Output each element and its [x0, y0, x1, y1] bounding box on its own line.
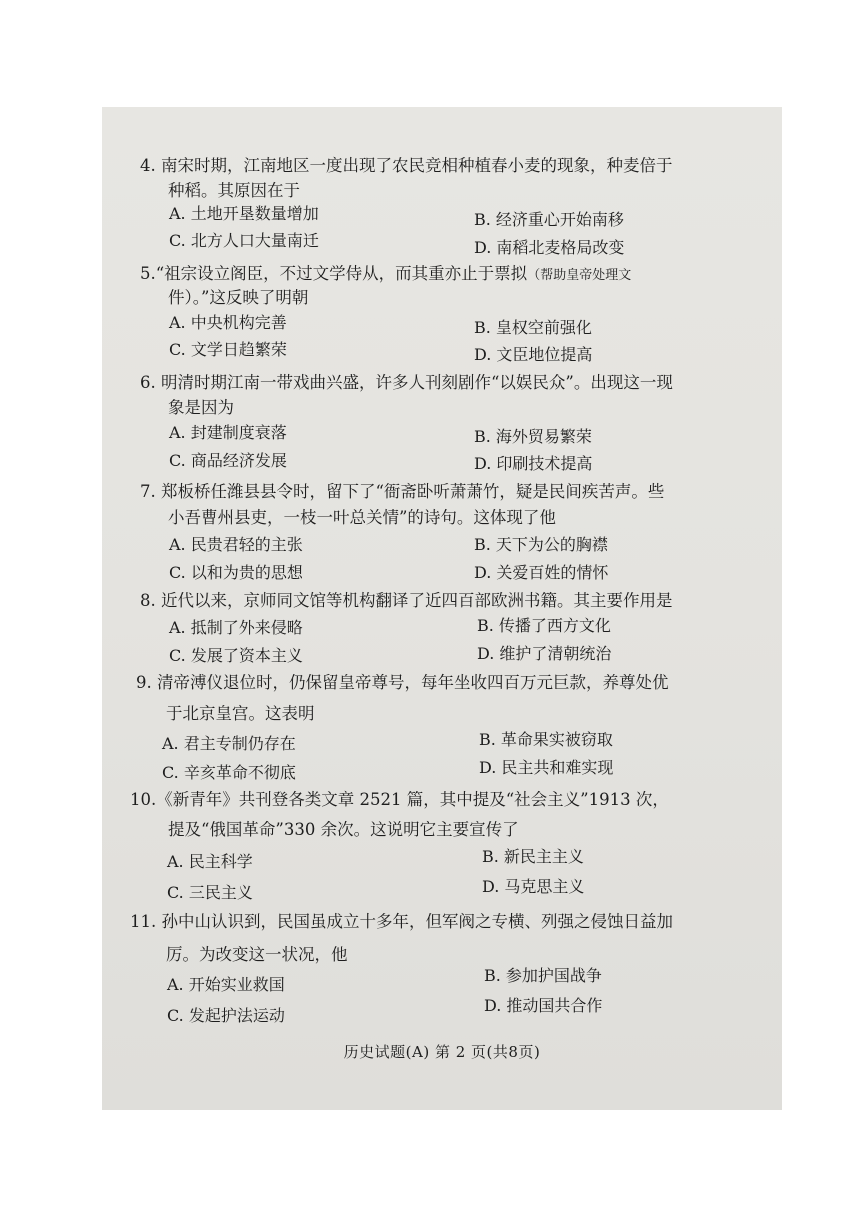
question-6-option-d: D. 印刷技术提高	[474, 454, 593, 473]
question-10-option-d: D. 马克思主义	[482, 877, 585, 896]
question-11-option-a: A. 开始实业救国	[167, 975, 285, 994]
question-5-stem-note: （帮助皇帝处理文	[527, 268, 632, 283]
question-8-option-a: A. 抵制了外来侵略	[169, 618, 303, 637]
question-7-option-c: C. 以和为贵的思想	[169, 563, 303, 582]
question-7-option-a: A. 民贵君轻的主张	[169, 535, 303, 554]
question-5-stem-line2: 件）。”这反映了明朝	[168, 288, 309, 307]
question-10-stem-line1: 10.《新青年》共刊登各类文章 2521 篇，其中提及“社会主义”1913 次，	[130, 790, 669, 809]
page-footer: 历史试题(A) 第 2 页(共8页)	[343, 1043, 541, 1061]
question-10-stem-line2: 提及“俄国革命”330 余次。这说明它主要宣传了	[168, 820, 519, 839]
question-7-stem-line2: 小吾曹州县吏，一枝一叶总关情”的诗句。这体现了他	[168, 508, 556, 527]
question-7-option-d: D. 关爱百姓的情怀	[474, 563, 609, 582]
question-10-option-b: B. 新民主主义	[482, 847, 584, 866]
question-9-stem-line1: 9. 清帝溥仪退位时，仍保留皇帝尊号，每年坐收四百万元巨款，养尊处优	[136, 673, 669, 692]
question-9-option-d: D. 民主共和难实现	[479, 758, 614, 777]
question-5-option-c: C. 文学日趋繁荣	[169, 340, 287, 359]
question-6-option-c: C. 商品经济发展	[169, 451, 287, 470]
exam-page	[102, 107, 782, 1110]
question-11-option-b: B. 参加护国战争	[484, 966, 602, 985]
question-5-option-a: A. 中央机构完善	[169, 313, 287, 332]
question-8-option-c: C. 发展了资本主义	[169, 646, 303, 665]
question-11-option-d: D. 推动国共合作	[484, 996, 603, 1015]
question-6-stem-line1: 6. 明清时期江南一带戏曲兴盛，许多人刊刻剧作“以娱民众”。出现这一现	[140, 373, 673, 392]
question-9-option-c: C. 辛亥革命不彻底	[162, 763, 296, 782]
question-6-stem-line2: 象是因为	[168, 398, 234, 417]
question-8-option-b: B. 传播了西方文化	[477, 616, 611, 635]
question-9-option-b: B. 革命果实被窃取	[479, 730, 613, 749]
question-6-option-b: B. 海外贸易繁荣	[474, 427, 592, 446]
question-4-option-a: A. 土地开垦数量增加	[169, 204, 319, 223]
question-10-option-a: A. 民主科学	[167, 852, 253, 871]
question-9-stem-line2: 于北京皇宫。这表明	[166, 704, 315, 723]
question-11-option-c: C. 发起护法运动	[167, 1006, 285, 1025]
question-11-stem-line1: 11. 孙中山认识到，民国虽成立十多年，但军阀之专横、列强之侵蚀日益加	[130, 912, 673, 931]
question-4-stem-line2: 种稻。其原因在于	[168, 181, 300, 200]
question-7-stem-line1: 7. 郑板桥任潍县县令时，留下了“衙斋卧听萧萧竹，疑是民间疾苦声。些	[140, 482, 665, 501]
question-11-stem-line2: 厉。为改变这一状况，他	[166, 945, 348, 964]
question-7-option-b: B. 天下为公的胸襟	[474, 535, 608, 554]
question-8-stem-line1: 8. 近代以来，京师同文馆等机构翻译了近四百部欧洲书籍。其主要作用是	[140, 591, 673, 610]
question-9-option-a: A. 君主专制仍存在	[162, 734, 296, 753]
question-8-option-d: D. 维护了清朝统治	[477, 644, 612, 663]
question-6-option-a: A. 封建制度衰落	[169, 423, 287, 442]
question-4-stem-line1: 4. 南宋时期，江南地区一度出现了农民竞相种植春小麦的现象，种麦倍于	[140, 156, 673, 175]
question-10-option-c: C. 三民主义	[167, 883, 253, 902]
question-5-option-b: B. 皇权空前强化	[474, 318, 592, 337]
question-4-option-d: D. 南稻北麦格局改变	[474, 238, 625, 257]
question-4-option-b: B. 经济重心开始南移	[474, 210, 624, 229]
question-4-option-c: C. 北方人口大量南迁	[169, 231, 319, 250]
question-5-stem-text: 5.“祖宗设立阁臣，不过文学侍从，而其重亦止于票拟	[140, 264, 528, 283]
question-5-option-d: D. 文臣地位提高	[474, 345, 593, 364]
